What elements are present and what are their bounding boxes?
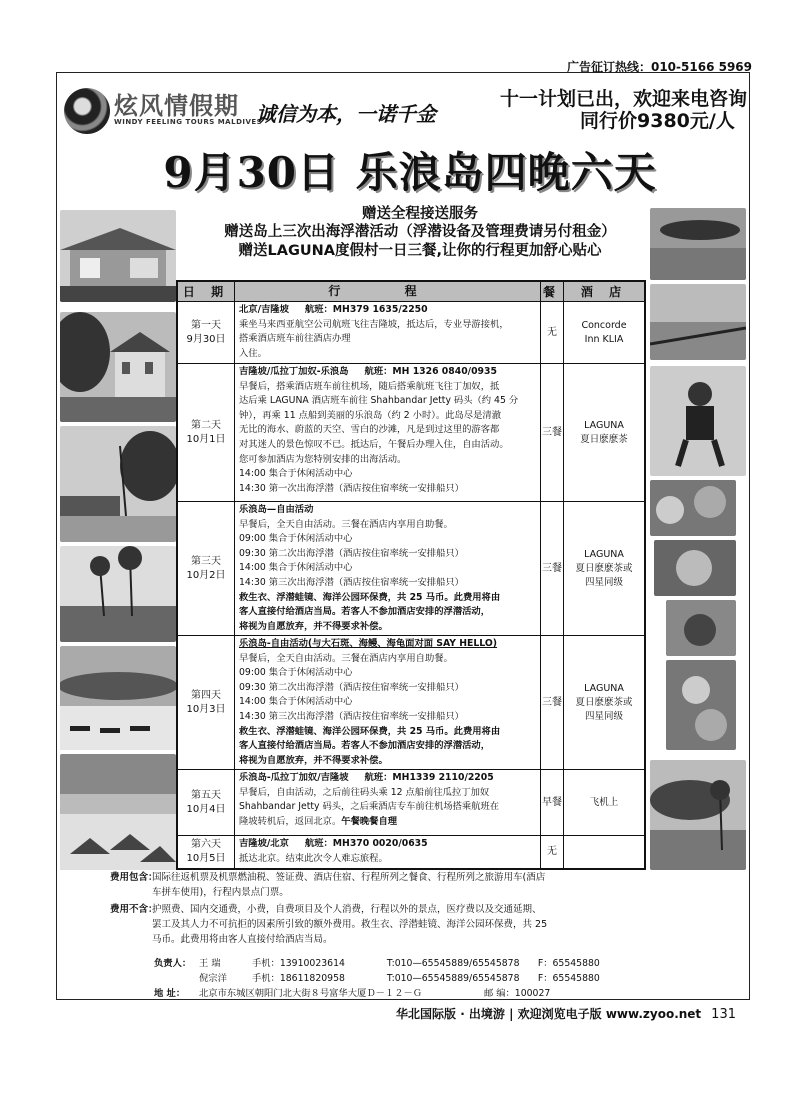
route: 乐浪岛—自由活动 [239,504,314,515]
flight: 航班：MH1339 2110/2205 [364,772,494,783]
page-number: 131 [711,1007,736,1022]
itinerary-note: 救生衣、浮潜蛙镜、海洋公园环保费，共 25 马币。此费用将由 [239,725,501,737]
day-label: 第二天 [191,419,221,431]
day-cell [178,770,235,835]
itinerary-cell [235,836,541,868]
itinerary-cell [235,636,541,769]
route: 乐浪岛-瓜拉丁加奴/吉隆坡 [239,772,349,783]
hotel-line: Concorde [581,319,627,331]
hotel-cell [564,636,644,769]
day-date: 10月4日 [186,803,226,815]
fees-included-line: 车拼车使用)，行程内景点门票。 [152,887,289,898]
promo-line-2: 同行价9380元/人 [580,110,735,132]
contact-name: 倪宗洋 [198,973,227,984]
itinerary-line: 14:00 集合于休闲活动中心 [239,562,353,574]
itinerary-line: 钟），再乘 11 点船到美丽的乐浪岛（约 2 小时）。此岛尽是清澈 [239,409,501,421]
day-date: 9月30日 [186,333,226,345]
day-label: 第四天 [191,689,221,701]
flight: 航班：MH379 1635/2250 [304,304,428,315]
hotel-cell [564,502,644,635]
itinerary-cell [235,302,541,363]
itinerary-line: 09:30 第二次出海浮潜（酒店按住宿率统一安排船只） [239,547,464,559]
promo-line-1: 十一计划已出，欢迎来电咨询 [500,88,748,110]
meal-cell: 无 [541,836,564,868]
beach-hut-photo [60,426,176,542]
contact-mobile: 手机：13910023614 [251,958,345,969]
brand-name: 炫风情假期 [114,92,239,120]
day-cell [178,636,235,769]
hotel-cell [564,302,644,363]
day-date: 10月2日 [186,569,226,581]
contact-tel: T:010—65545889/65545878 [386,958,520,969]
hotel-line: LAGUNA [584,548,624,560]
day-date: 10月3日 [186,703,226,715]
gift-line-1: 赠送全程接送服务 [362,206,478,222]
itinerary-line: 抵达北京。结束此次令人难忘旅程。 [239,852,388,864]
villa-photo [60,312,176,422]
itinerary-line: 14:00 集合于休闲活动中心 [239,468,353,480]
hotel-line: Inn KLIA [584,333,624,345]
day-row-3 [178,502,644,636]
itinerary-line: 09:00 集合于休闲活动中心 [239,667,353,679]
hotel-line: 夏日麽麽茶或 [575,696,633,708]
day-label: 第六天 [191,839,221,850]
hotel-line: LAGUNA [584,419,624,431]
address-row [154,986,550,1001]
itinerary-line: 对其迷人的景色惊叹不已。抵达后，午餐后办理入住，自由活动。 [239,438,509,450]
day-date: 10月1日 [186,433,226,445]
fees-excluded-line: 罢工及其人力不可抗拒的因素所引致的额外费用。救生衣、浮潜蛙镜、海洋公园环保费，共 25 [152,919,548,930]
route: 吉隆坡/瓜拉丁加奴-乐浪岛 [239,366,349,377]
itinerary-note: 将视为自愿放弃，并不得要求补偿。 [239,620,388,632]
itinerary-line: 搭乘酒店班车前往酒店办理 [239,333,351,345]
hotel-cell [564,770,644,835]
route: 吉隆坡/北京 [239,838,289,849]
hotel-cell [564,836,644,868]
itinerary-note: 客人直接付给酒店当局。若客人不参加酒店安排的浮潜活动， [239,740,491,752]
day-row-2 [178,364,644,502]
table-header-row [178,282,644,302]
hotel-cell [564,364,644,501]
day-label: 第一天 [191,319,221,331]
itinerary-note: 午餐晚餐自理 [341,815,398,827]
day-row-6 [178,836,644,868]
contact-fax: F：65545880 [537,973,600,984]
postcode: 邮 编：100027 [483,988,551,999]
day-label: 第五天 [191,789,221,801]
beach-loungers-photo [60,646,176,750]
header-itinerary: 行 程 [235,282,541,301]
hotel-line: 四星同级 [584,576,623,588]
contact-row-1 [154,956,600,971]
route: 北京/吉隆坡 [239,304,289,315]
itinerary-note: 将视为自愿放弃，并不得要求补偿。 [239,754,388,766]
island-resort-photo [650,760,746,870]
header-meal: 餐 [541,282,564,301]
header-hotel: 酒 店 [564,282,644,301]
itinerary-line: 乘坐马来西亚航空公司航班飞往吉隆坡，抵达后，专业导游接机， [239,318,509,330]
fees-included [110,870,672,900]
day-row-5 [178,770,644,836]
brand-slogan: 诚信为本，一诺千金 [256,102,436,126]
address-label: 地 址： [154,988,186,999]
itinerary-cell [235,502,541,635]
flight: 航班：MH 1326 0840/0935 [364,366,497,377]
day-cell [178,364,235,501]
ad-hotline: 广告征订热线：010-5166 5969 [566,60,752,74]
contact-tel: T:010—65545889/65545878 [386,973,520,984]
fees-excluded-label: 费用不含： [110,904,158,915]
brand-name-en: WINDY FEELING TOURS MALDIVES [114,118,263,126]
contact-label: 负责人： [154,958,192,969]
itinerary-line: 早餐后，全天自由活动。三餐在酒店内享用自助餐。 [239,518,453,530]
itinerary-line: 14:30 第三次出海浮潜（酒店按住宿率统一安排船只） [239,710,464,722]
itinerary-line: 达后乘 LAGUNA 酒店班车前往 Shahbandar Jetty 码头（约 45 分 [239,395,519,407]
meal-cell: 三餐 [541,502,564,635]
itinerary-cell [235,770,541,835]
coral-photo-1 [650,480,736,536]
itinerary-note: 客人直接付给酒店当局。若客人不参加酒店安排的浮潜活动， [239,606,491,618]
itinerary-line: 14:30 第三次出海浮潜（酒店按住宿率统一安排船只） [239,576,464,588]
meal-cell: 早餐 [541,770,564,835]
hotel-line: 夏日麽麽茶或 [575,562,633,574]
hotel-line: 夏日麽麽茶 [580,433,628,445]
fees-included-label: 费用包含： [110,872,158,883]
itinerary-table [176,280,646,870]
fees-included-line: 国际往返机票及机票燃油税、签证费、酒店住宿、行程所列之餐食、行程所列之旅游用车(酒店 [152,872,546,883]
itinerary-cell [235,364,541,501]
itinerary-line: 入住。 [239,347,267,359]
header-date: 日 期 [178,282,235,301]
itinerary-line: 隆坡转机后，返回北京。 [239,815,342,827]
itinerary-line: 14:30 第一次出海浮潜（酒店按住宿率统一安排船只） [239,482,464,494]
headline: 9月30日 乐浪岛四晚六天 [163,148,657,197]
meal-cell: 无 [541,302,564,363]
contact-fax: F：65545880 [537,958,600,969]
palm-beach-photo [60,546,176,642]
itinerary-line: 早餐后，搭乘酒店班车前往机场，随后搭乘航班飞往丁加奴，抵 [239,380,500,392]
itinerary-note: 救生衣、浮潜蛙镜、海洋公园环保费，共 25 马币。此费用将由 [239,591,501,603]
gift-line-3: 赠送LAGUNA度假村一日三餐,让你的行程更加舒心贴心 [238,243,602,259]
coral-photo-3 [666,600,736,656]
itinerary-line: 09:30 第二次出海浮潜（酒店按住宿率统一安排船只） [239,681,464,693]
itinerary-line: 早餐后，自由活动，之后前往码头乘 12 点船前往瓜拉丁加奴 [239,786,490,798]
itinerary-line: Shahbandar Jetty 码头，之后乘酒店专车前往机场搭乘航班在 [239,801,500,813]
fees-excluded-line: 马币。此费用将由客人直接付给酒店当局。 [152,934,333,945]
hotel-line: LAGUNA [584,682,624,694]
flight: 航班：MH370 0020/0635 [304,838,428,849]
contact-mobile: 手机：18611820958 [251,973,345,984]
gift-line-2: 赠送岛上三次出海浮潜活动（浮潜设备及管理费请另付租金） [224,224,616,240]
day-cell [178,836,235,868]
meal-cell: 三餐 [541,636,564,769]
jetty-photo [650,284,746,360]
coral-photo-4 [666,660,736,750]
hotel-line: 飞机上 [589,796,619,808]
contact-row-2 [154,971,600,986]
contact-name: 王 瑞 [198,958,221,969]
beach-umbrellas-photo [60,754,176,870]
day-cell [178,302,235,363]
route: 乐浪岛-自由活动(与大石斑、海鳗、海龟面对面 SAY HELLO) [239,638,498,649]
day-row-4 [178,636,644,770]
fees-excluded-line: 护照费、国内交通费，小费，自费项目及个人消费，行程以外的景点，医疗费以及交通延期、 [152,904,542,915]
itinerary-line: 14:00 集合于休闲活动中心 [239,696,353,708]
itinerary-line: 您可参加酒店为您特别安排的出海活动。 [239,453,407,465]
day-label: 第三天 [191,555,221,567]
address-text: 北京市东城区朝阳门北大街８号富华大厦Ｄ－１２－Ｇ [198,988,423,999]
itinerary-line: 无比的海水、蔚蓝的天空、雪白的沙滩，凡是到过这里的游客都 [239,424,500,436]
day-row-1 [178,302,644,364]
day-cell [178,502,235,635]
itinerary-line: 早餐后，全天自由活动。三餐在酒店内享用自助餐。 [239,652,453,664]
resort-lobby-photo [60,210,176,302]
coral-photo-2 [654,540,736,596]
itinerary-line: 09:00 集合于休闲活动中心 [239,533,353,545]
page-footer [396,1005,736,1022]
fees-excluded [110,902,672,947]
footer-text: 华北国际版 · 出境游 | 欢迎浏览电子版 www.zyoo.net [396,1007,702,1021]
snorkeler-photo [650,366,746,476]
day-date: 10月5日 [186,853,226,864]
hotel-line: 四星同级 [584,710,623,722]
brand-logo-icon [64,88,110,134]
island-aerial-photo [650,208,746,280]
meal-cell: 三餐 [541,364,564,501]
